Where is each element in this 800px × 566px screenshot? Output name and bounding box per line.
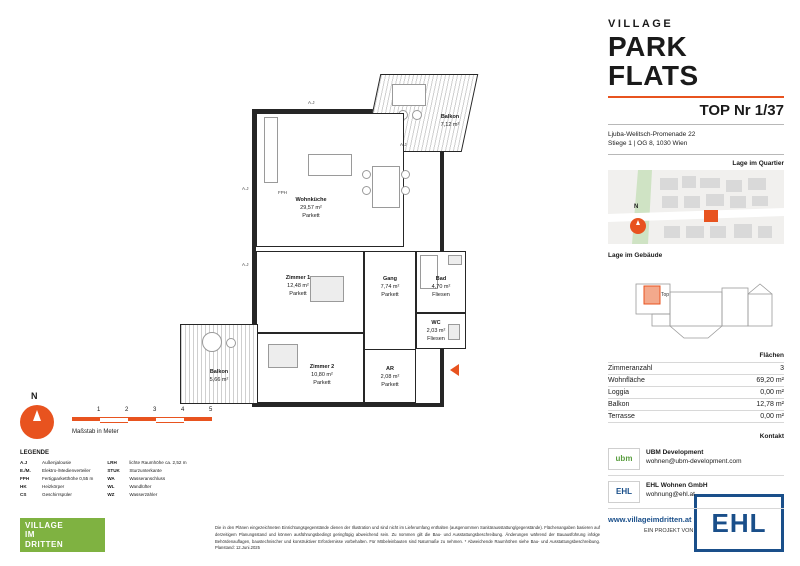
- legend-value: Wasseranschluss: [129, 476, 166, 482]
- section-title-gebaeude: Lage im Gebäude: [608, 251, 663, 259]
- brand-village: VILLAGE: [608, 18, 674, 30]
- room-name: Wohnküche: [295, 197, 327, 203]
- washbasin: [448, 255, 462, 265]
- room-area: 7,74 m²: [380, 283, 400, 290]
- contact-email[interactable]: wohnung@ehl.at: [646, 491, 695, 499]
- north-compass-icon: [20, 405, 54, 439]
- areas-table: [608, 362, 784, 423]
- legend-value: lichte Raumhöhe ca. 2,52 m: [129, 460, 187, 465]
- dining-table: [372, 166, 400, 208]
- scale-tick: 3: [153, 407, 157, 413]
- legend-value: Wandlüfter: [129, 484, 152, 490]
- scale-tick: 2: [125, 407, 129, 413]
- room-area: 29,57 m²: [300, 204, 322, 211]
- scale-bar: [72, 407, 214, 435]
- section-title-quartier: Lage im Quartier: [732, 159, 784, 167]
- divider-grey-2: [608, 154, 784, 155]
- section-title-kontakt: Kontakt: [759, 432, 784, 440]
- plan-mark-fph: FPH: [278, 190, 287, 195]
- room-label-gang: [366, 276, 414, 300]
- legend-value: Sturzunterkante: [129, 468, 162, 474]
- dining-chair-2: [362, 186, 371, 195]
- scale-tick: 4: [181, 407, 185, 413]
- legend-value: Wasserzähler: [129, 492, 158, 498]
- room-floor: Parkett: [302, 212, 320, 219]
- room-area: 12,48 m²: [287, 282, 309, 289]
- dining-chair-3: [401, 170, 410, 179]
- room-name: Gang: [382, 276, 398, 282]
- plan-mark-aj-left-1: A.J: [242, 186, 249, 191]
- room-label-bad: [418, 276, 464, 300]
- area-value: 0,00 m²: [716, 410, 784, 422]
- room-area: 4,70 m²: [431, 283, 451, 290]
- divider-orange: [608, 96, 784, 98]
- top-number: TOP Nr 1/37: [699, 101, 784, 119]
- areas-section: [608, 352, 784, 423]
- table-row: [608, 386, 784, 398]
- room-name: Bad: [435, 276, 447, 282]
- area-label: Wohnfläche: [608, 374, 716, 386]
- room-area: 2,03 m²: [426, 327, 446, 334]
- area-value: 3: [716, 362, 784, 374]
- map-quartier[interactable]: [608, 170, 784, 244]
- ubm-logo-icon: ubm: [608, 448, 640, 470]
- area-label: Zimmeranzahl: [608, 362, 716, 374]
- section-title-flaechen: Flächen: [759, 351, 784, 359]
- disclaimer-text: Die in den Plänen eingezeichneten Einrichtungsgegenstände dienen der Illustration und sind nicht im Lieferumfang enthalten (ausgenommen Sanitärausstattung/gegenstände). Flächenangaben basieren auf derzeitigem Planungsstand und können ausführungsbedingt geringfügig abweichend sein. Zu nommen gilt die Bau- und Ausstattungsbeschreibung. Änderungen während der Bauausführung infolge Behördenauflagen, baustechnischer und konstruktiver Erfordernisse vorbehalten. Für Möbeleinbauten sind Naturmaße zu nehmen. * Abweichende Raumhöhen siehe Bau- und Ausstattungsbeschreibung. Planstand: 12.Juni.2025: [215, 525, 600, 551]
- room-area: 5,66 m²: [209, 376, 229, 383]
- legend-value: Geschirrspüler: [42, 492, 72, 498]
- room-label-wc: [416, 320, 456, 344]
- plan-mark-aj-top: A.J: [308, 100, 315, 105]
- contact-section: [608, 433, 784, 524]
- projekt-von-label: EIN PROJEKT VON: [644, 528, 694, 534]
- room-label-ar: [366, 366, 414, 390]
- divider-grey: [608, 124, 784, 125]
- legend-column-1: [20, 459, 93, 499]
- room-label-zimmer-2: [292, 364, 352, 388]
- floorplan: [20, 14, 590, 414]
- room-floor: Parkett: [289, 290, 307, 297]
- area-value: 12,78 m²: [716, 398, 784, 410]
- svg-text:Top: Top: [661, 291, 670, 298]
- kitchen-island: [308, 154, 352, 176]
- contact-name: EHL Wohnen GmbH: [646, 481, 708, 489]
- room-name: Zimmer 2: [309, 364, 335, 370]
- contact-ehl[interactable]: [608, 476, 784, 509]
- room-floor: Fliesen: [432, 291, 450, 298]
- legend-value: Außenjalousie: [42, 460, 72, 465]
- legend-key: A.J: [20, 460, 28, 465]
- balcony-lower-table: [202, 332, 222, 352]
- kitchen-counter: [264, 117, 278, 183]
- legend-value: Heizkörper: [42, 484, 65, 490]
- area-label: Terrasse: [608, 410, 716, 422]
- legend-key: CS: [20, 492, 27, 498]
- table-row: [608, 410, 784, 422]
- legend-key: E./M.: [20, 468, 31, 474]
- address-line-1: Ljuba-Welitsch-Promenade 22: [608, 130, 696, 138]
- room-label-balkon-lower: [188, 369, 250, 385]
- map-compass-label: N: [634, 203, 639, 210]
- legend-key: WA: [107, 476, 115, 482]
- room-name: Balkon: [209, 369, 229, 375]
- wall-outer-bottom: [252, 403, 444, 407]
- ehl-logo-text: EHL: [711, 507, 767, 538]
- area-label: Balkon: [608, 398, 716, 410]
- room-label-balkon-upper: [420, 114, 480, 130]
- room-name: Zimmer 1: [285, 275, 311, 281]
- scale-tick: 5: [209, 407, 213, 413]
- room-floor: Parkett: [381, 291, 399, 298]
- room-floor: Fliesen: [427, 335, 445, 342]
- plan-mark-aj-right: A.J: [400, 142, 407, 147]
- village-im-dritten-logo: [20, 518, 105, 552]
- brand-park-flats: PARK FLATS: [608, 31, 699, 92]
- plan-mark-aj-left-2: A.J: [242, 262, 249, 267]
- address-line-2: Stiege 1 | OG 8, 1030 Wien: [608, 140, 688, 148]
- room-area: 7,12 m²: [440, 121, 460, 128]
- room-floor: Parkett: [381, 381, 399, 388]
- gebaeude-map-graphic: [608, 262, 784, 344]
- room-label-wohnkueche: [266, 197, 356, 221]
- north-label: N: [31, 391, 38, 401]
- table-row: [608, 362, 784, 374]
- room-label-zimmer-1: [268, 275, 328, 299]
- legend-key: STUK: [107, 468, 120, 474]
- village-logo-line-2: IM: [25, 530, 35, 540]
- contact-name: UBM Development: [646, 448, 704, 456]
- info-panel: [608, 18, 784, 524]
- area-label: Loggia: [608, 386, 716, 398]
- legend-title: LEGENDE: [20, 450, 50, 456]
- room-name: Balkon: [440, 114, 460, 120]
- dining-chair-4: [401, 186, 410, 195]
- scale-tick: 1: [97, 407, 101, 413]
- legend-key: HK: [20, 484, 27, 490]
- room-area: 10,80 m²: [311, 371, 333, 378]
- balcony-lower-chair: [226, 338, 236, 348]
- legend-key: WL: [107, 484, 115, 490]
- legend: [20, 450, 270, 499]
- scale-caption: Maßstab in Meter: [72, 429, 119, 435]
- room-name: AR: [386, 366, 394, 372]
- contact-email[interactable]: wohnen@ubm-development.com: [646, 458, 742, 466]
- ehl-logo-icon: EHL: [608, 481, 640, 503]
- map-compass-icon: [630, 218, 646, 234]
- legend-key: FPH: [20, 476, 30, 482]
- balcony-upper-table: [392, 84, 426, 106]
- area-value: 69,20 m²: [716, 374, 784, 386]
- room-area: 2,08 m²: [380, 373, 400, 380]
- map-gebaeude[interactable]: [608, 262, 784, 344]
- room-name: WC: [431, 320, 441, 326]
- legend-key: WZ: [107, 492, 115, 498]
- village-logo-line-3: DRITTEN: [25, 539, 64, 549]
- legend-key: LRH: [107, 460, 117, 465]
- table-row: [608, 374, 784, 386]
- legend-value: Elektro-/Medienverteiler: [42, 468, 91, 474]
- dining-chair-1: [362, 170, 371, 179]
- table-row: [608, 398, 784, 410]
- contact-ubm[interactable]: [608, 443, 784, 476]
- legend-column-2: [107, 459, 186, 499]
- village-logo-line-1: VILLAGE: [25, 520, 64, 530]
- legend-value: Fertigparketthöhe 0,55 m: [42, 476, 94, 482]
- website-link[interactable]: www.villageimdritten.at: [608, 514, 692, 524]
- entrance-arrow-icon: [450, 364, 459, 376]
- area-value: 0,00 m²: [716, 386, 784, 398]
- room-floor: Parkett: [313, 379, 331, 386]
